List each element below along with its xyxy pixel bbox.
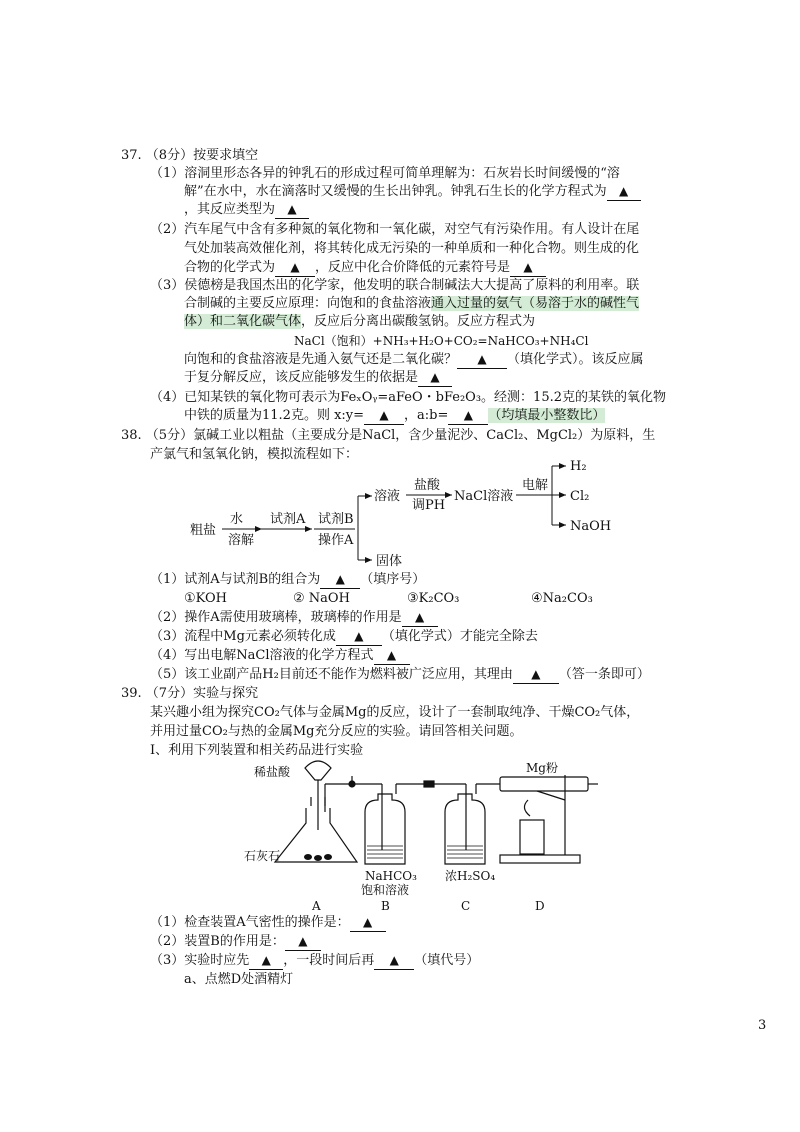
answer-blank[interactable]: ▲ bbox=[374, 647, 410, 665]
stand-base-icon bbox=[500, 855, 580, 863]
label-saturated-solution: 饱和溶液 bbox=[361, 883, 410, 897]
flow-operation-a: 操作A bbox=[318, 533, 354, 548]
q37-part4-line2: 中铁的质量为11.2克。则 x:y= ▲ ，a:b= ▲ （均填最小整数比） bbox=[184, 408, 606, 423]
separatory-funnel-icon bbox=[305, 761, 331, 780]
q37-header: 37. （8分）按要求填空 bbox=[121, 148, 259, 163]
q37-equation: NaCl（饱和）+NH₃+H₂O+CO₂=NaHCO₃+NH₄Cl bbox=[294, 334, 589, 348]
flow-h2: H₂ bbox=[570, 459, 587, 474]
flow-dissolve: 溶解 bbox=[228, 533, 255, 548]
flow-water: 水 bbox=[230, 512, 244, 527]
q38-option-4: ④Na₂CO₃ bbox=[531, 591, 593, 606]
answer-blank[interactable]: ▲ bbox=[448, 407, 488, 425]
q39-intro-line1: 某兴趣小组为探究CO₂气体与金属Mg的反应，设计了一套制取纯净、干燥CO₂气体， bbox=[150, 705, 640, 720]
page-number: 3 bbox=[758, 1018, 767, 1033]
flow-solution: 溶液 bbox=[374, 489, 401, 504]
q38-header: 38. （5分）氯碱工业以粗盐（主要成分是NaCl，含少量泥沙、CaCl₂、MgCl₂）为原料，生 bbox=[121, 428, 656, 443]
q38-option-1: ①KOH bbox=[184, 591, 228, 606]
q37-part2-line1: （2）汽车尾气中含有多种氮的氧化物和一氧化碳，对空气有污染作用。有人设计在尾 bbox=[150, 222, 640, 237]
connector-icon bbox=[424, 781, 434, 787]
q38-sub4: （4）写出电解NaCl溶液的化学方程式 ▲ bbox=[150, 646, 410, 666]
q37-part1-line2: 解”在水中，水在滴落时又缓慢的生长出钟乳。钟乳石生长的化学方程式为 ▲ bbox=[184, 182, 641, 202]
flow-electrolysis: 电解 bbox=[522, 478, 549, 493]
q37-part1-line1: （1）溶洞里形态各异的钟乳石的形成过程可简单理解为：石灰岩长时间缓慢的“溶 bbox=[150, 166, 620, 181]
label-limestone: 石灰石 bbox=[244, 849, 281, 863]
q38-option-3: ③K₂CO₃ bbox=[407, 591, 460, 606]
q38-sub3: （3）流程中Mg元素必须转化成 ▲ （填化学式）才能完全除去 bbox=[150, 629, 538, 644]
q39-sub2: （2）装置B的作用是： ▲ bbox=[150, 932, 321, 952]
q38-option-2: ② NaOH bbox=[293, 591, 350, 606]
q39-option-a: a、点燃D处酒精灯 bbox=[184, 972, 294, 987]
label-dilute-hcl: 稀盐酸 bbox=[254, 765, 291, 779]
answer-blank[interactable]: ▲ bbox=[402, 609, 438, 627]
q37-part3-line5: 向饱和的食盐溶液是先通入氨气还是二氧化碳？ ▲ （填化学式）。该反应属 bbox=[184, 352, 644, 367]
q38-sub1: （1）试剂A与试剂B的组合为 ▲ （填序号） bbox=[150, 572, 426, 587]
answer-blank[interactable]: ▲ bbox=[418, 369, 452, 387]
q38-header-line2: 产氯气和氢氧化钠，模拟流程如下： bbox=[150, 447, 359, 462]
flow-naoh: NaOH bbox=[570, 519, 612, 534]
answer-blank[interactable]: ▲ bbox=[285, 933, 321, 951]
q37-part4-line1: （4）已知某铁的氧化物可表示为FeₓOᵧ=aFeO・bFe₂O₃。经测：15.2克的某铁的氧化物 bbox=[150, 390, 666, 405]
q39-header: 39. （7分）实验与探究 bbox=[121, 686, 259, 701]
label-nahco3: NaHCO₃ bbox=[365, 869, 417, 883]
limestone-icon bbox=[314, 855, 322, 861]
label-c: C bbox=[461, 899, 471, 913]
q39-section-1: Ⅰ、利用下列装置和相关药品进行实验 bbox=[150, 743, 364, 758]
answer-blank[interactable]: ▲ bbox=[336, 628, 382, 646]
answer-blank[interactable]: ▲ bbox=[275, 201, 309, 219]
answer-blank[interactable]: ▲ bbox=[513, 666, 559, 684]
answer-blank[interactable]: ▲ bbox=[275, 259, 315, 277]
gas-washing-bottle-c-icon bbox=[445, 794, 485, 864]
flow-nacl-solution: NaCl溶液 bbox=[454, 489, 514, 504]
gas-washing-bottle-b-icon bbox=[365, 794, 405, 864]
answer-blank[interactable]: ▲ bbox=[320, 571, 360, 589]
highlighted-text: （均填最小整数比） bbox=[488, 408, 606, 423]
answer-blank[interactable]: ▲ bbox=[510, 259, 546, 277]
flow-reagent-a: 试剂A bbox=[270, 512, 306, 527]
answer-blank[interactable]: ▲ bbox=[350, 914, 386, 932]
flow-cl2: Cl₂ bbox=[570, 489, 590, 504]
label-mg-powder: Mg粉 bbox=[526, 761, 558, 775]
highlighted-text: 体）和二氧化碳气体 bbox=[184, 314, 302, 329]
alcohol-lamp-icon bbox=[520, 820, 544, 854]
q37-part3-line1: （3）侯德榜是我国杰出的化学家，他发明的联合制碱法大大提高了原料的利用率。联 bbox=[150, 278, 640, 293]
label-a: A bbox=[312, 899, 321, 913]
q37-part2-line3: 合物的化学式为 ▲ ，反应中化合价降低的元素符号是 ▲ bbox=[184, 258, 546, 278]
limestone-icon bbox=[324, 854, 332, 860]
q37-part3-line6: 于复分解反应，该反应能够发生的依据是 ▲ bbox=[184, 368, 452, 388]
combustion-tube-icon bbox=[500, 777, 588, 791]
answer-blank[interactable]: ▲ bbox=[364, 407, 404, 425]
q38-sub2: （2）操作A需使用玻璃棒，玻璃棒的作用是 ▲ bbox=[150, 608, 438, 628]
q38-sub5: （5）该工业副产品H₂目前还不能作为燃料被广泛应用，其理由 ▲ （答一条即可） bbox=[150, 667, 650, 682]
flow-crude-salt: 粗盐 bbox=[190, 523, 217, 538]
stopcock-icon bbox=[349, 781, 355, 787]
label-d: D bbox=[535, 899, 545, 913]
flame-icon bbox=[524, 800, 530, 816]
flow-reagent-b: 试剂B bbox=[318, 512, 354, 527]
q37-part3-line3: 体）和二氧化碳气体，反应后分离出碳酸氢钠。反应方程式为 bbox=[184, 314, 536, 329]
flow-adjust-ph: 调PH bbox=[412, 498, 446, 513]
conical-flask-icon bbox=[275, 808, 357, 862]
q39-intro-line2: 并用过量CO₂与热的金属Mg充分反应的实验。请回答相关问题。 bbox=[150, 724, 523, 739]
label-conc-h2so4: 浓H₂SO₄ bbox=[445, 869, 496, 883]
flow-hcl: 盐酸 bbox=[414, 478, 441, 493]
flow-solid: 固体 bbox=[376, 554, 403, 569]
answer-blank[interactable]: ▲ bbox=[374, 952, 414, 970]
label-b: B bbox=[381, 899, 390, 913]
answer-blank[interactable]: ▲ bbox=[457, 351, 507, 369]
answer-blank[interactable]: ▲ bbox=[607, 183, 641, 201]
q37-part3-line2: 合制碱的主要反应原理：向饱和的食盐溶液通入过量的氨气（易溶于水的碱性气 bbox=[184, 296, 640, 311]
q39-sub3: （3）实验时应先 ▲ ，一段时间后再 ▲ （填代号） bbox=[150, 953, 480, 968]
q37-part1-line3: ，其反应类型为 ▲ bbox=[184, 200, 309, 220]
q39-sub1: （1）检查装置A气密性的操作是： ▲ bbox=[150, 913, 386, 933]
q37-part2-line2: 气处加装高效催化剂，将其转化成无污染的一种单质和一种化合物。则生成的化 bbox=[184, 241, 640, 256]
highlighted-text: 通入过量的氨气（易溶于水的碱性气 bbox=[431, 296, 640, 311]
answer-blank[interactable]: ▲ bbox=[249, 952, 283, 970]
limestone-icon bbox=[304, 854, 312, 860]
